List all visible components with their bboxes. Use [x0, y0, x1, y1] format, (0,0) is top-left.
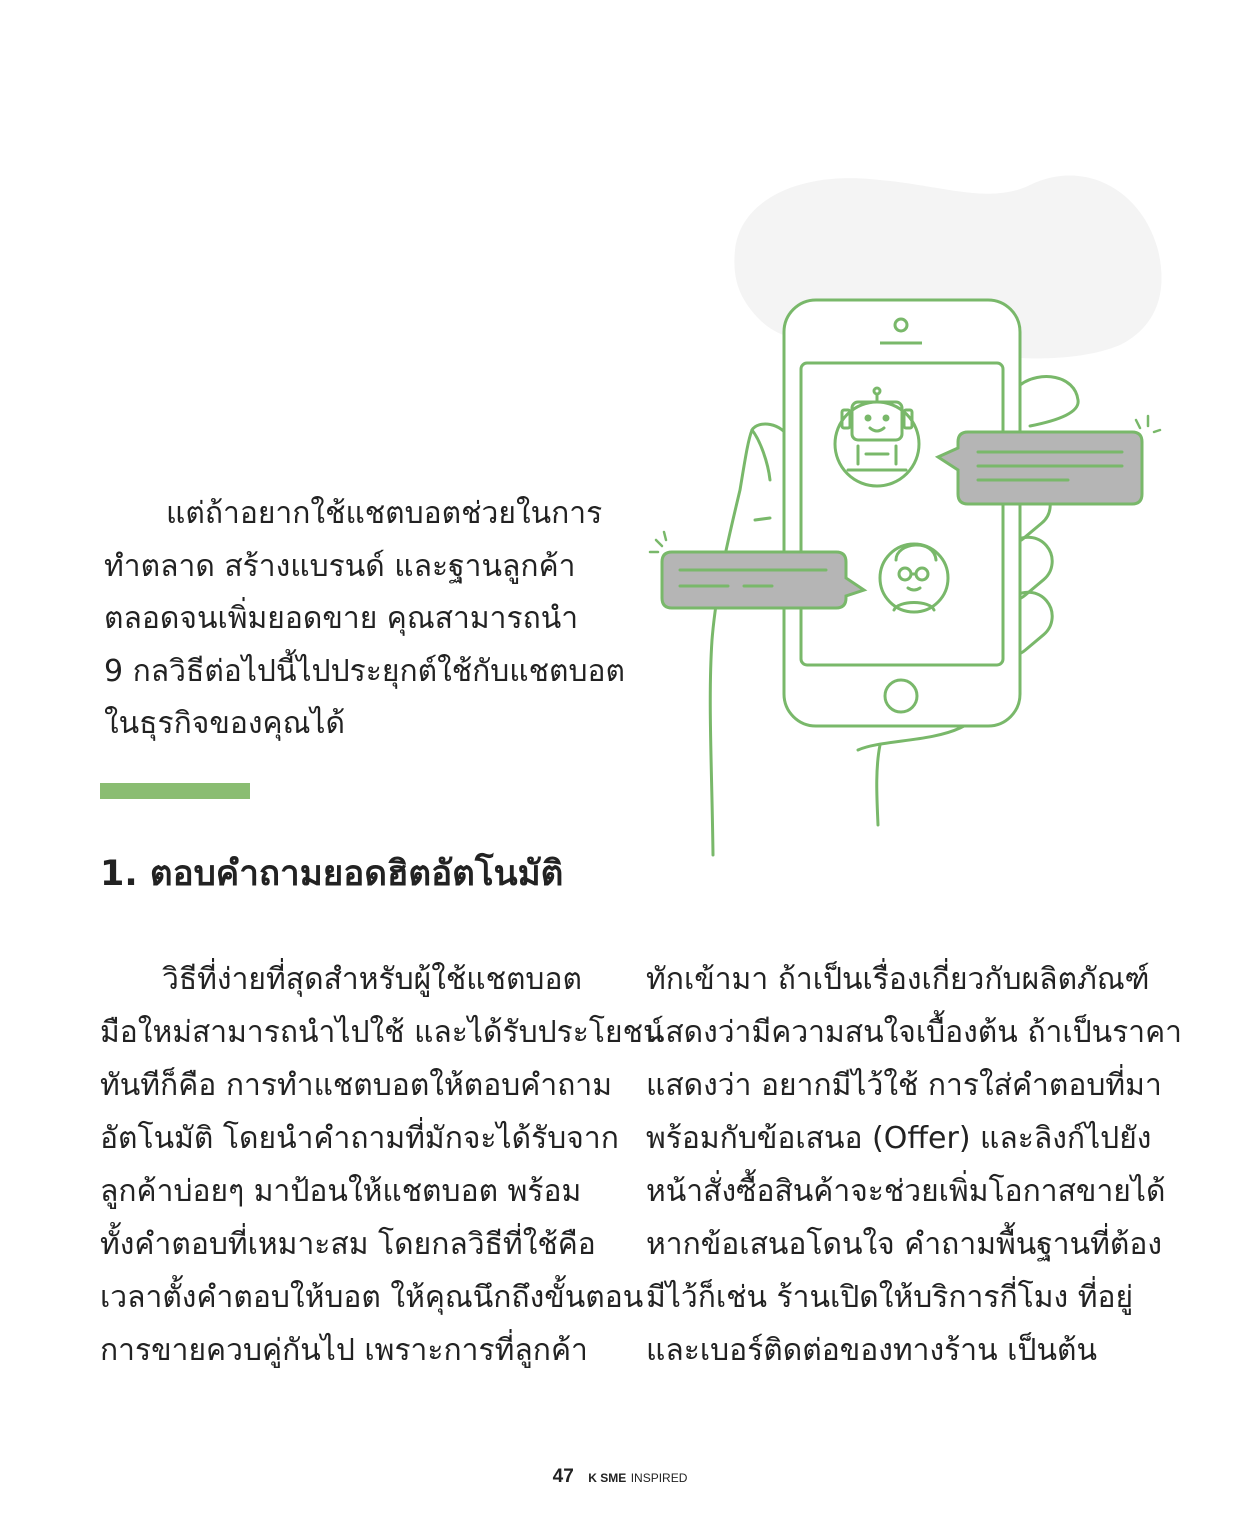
body-line: ทักเข้ามา ถ้าเป็นเรื่องเกี่ยวกับผลิตภัณฑ์	[646, 962, 1150, 997]
phone-icon	[784, 300, 1020, 726]
chat-bubble-icon	[938, 432, 1142, 504]
intro-line: แต่ถ้าอยากใช้แชตบอตช่วยในการ	[166, 496, 603, 531]
intro-line: ในธุรกิจของคุณได้	[104, 706, 345, 741]
body-line: ทั้งคำตอบที่เหมาะสม โดยกลวิธีที่ใช้คือ	[100, 1227, 596, 1262]
body-right-column	[646, 953, 1183, 1377]
body-line: ลูกค้าบ่อยๆ มาป้อนให้แชตบอต พร้อม	[100, 1174, 582, 1209]
body-line: มือใหม่สามารถนำไปใช้ และได้รับประโยชน์	[100, 1015, 664, 1050]
body-left-column	[100, 953, 664, 1377]
body-line: อัตโนมัติ โดยนำคำถามที่มักจะได้รับจาก	[100, 1121, 619, 1156]
person-with-glasses-avatar-icon	[880, 544, 948, 612]
body-line: การขายควบคู่กันไป เพราะการที่ลูกค้า	[100, 1333, 588, 1368]
body-line: มีไว้ก็เช่น ร้านเปิดให้บริการกี่โมง ที่อยู่	[646, 1280, 1134, 1315]
chat-bubble-icon	[662, 552, 864, 608]
body-line: หน้าสั่งซื้อสินค้าจะช่วยเพิ่มโอกาสขายได้	[646, 1174, 1166, 1209]
chatbot-phone-illustration	[630, 150, 1190, 870]
body-line: เวลาตั้งคำตอบให้บอต ให้คุณนึกถึงขั้นตอน	[100, 1280, 644, 1315]
page-number: 47	[552, 1466, 574, 1487]
brand-name: K SME	[588, 1471, 627, 1485]
intro-line: ตลอดจนเพิ่มยอดขาย คุณสามารถนำ	[104, 601, 579, 636]
intro-line: ทำตลาด สร้างแบรนด์ และฐานลูกค้า	[104, 548, 576, 584]
section-title: 1. ตอบคำถามยอดฮิตอัตโนมัติ	[100, 854, 564, 894]
page-footer	[0, 1466, 1240, 1488]
body-line: วิธีที่ง่ายที่สุดสำหรับผู้ใช้แชตบอต	[162, 962, 582, 997]
section-accent-bar	[100, 783, 250, 799]
brand-suffix: INSPIRED	[630, 1471, 688, 1485]
body-line: ทันทีก็คือ การทำแชตบอตให้ตอบคำถาม	[100, 1068, 612, 1103]
body-line: แสดงว่า อยากมีไว้ใช้ การใส่คำตอบที่มา	[646, 1068, 1162, 1103]
body-line: หากข้อเสนอโดนใจ คำถามพื้นฐานที่ต้อง	[646, 1227, 1163, 1262]
body-line: และเบอร์ติดต่อของทางร้าน เป็นต้น	[646, 1333, 1097, 1368]
intro-paragraph	[104, 488, 626, 751]
body-line: แสดงว่ามีความสนใจเบื้องต้น ถ้าเป็นราคา	[646, 1015, 1183, 1050]
intro-line: 9 กลวิธีต่อไปนี้ไปประยุกต์ใช้กับแชตบอต	[104, 653, 626, 689]
body-line: พร้อมกับข้อเสนอ (Offer) และลิงก์ไปยัง	[646, 1121, 1152, 1156]
